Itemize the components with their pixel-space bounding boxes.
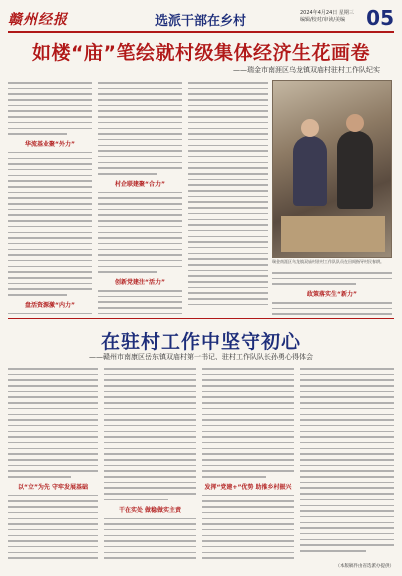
story-divider	[8, 318, 394, 319]
source-note: （本版稿件由省选派办提供）	[335, 564, 394, 569]
story1-column-2	[98, 82, 182, 314]
story1-section-1: 华流基业聚“外力”	[25, 140, 75, 148]
issue-date: 2024年4月24日 星期三	[300, 10, 354, 16]
story2-byline: ——赣州市南康区岳东镇双庙村第一书记、驻村工作队队长孙勇心得体会	[89, 353, 313, 361]
newspaper-logo: 赣州经报	[8, 12, 68, 28]
story2-section-2: 干在实处 做稳做实主责	[118, 506, 182, 514]
story1-headline: 如楼“庙”笔绘就村级集体经济生花画卷	[32, 42, 370, 64]
story1-section-3: 村企联建聚“合力”	[115, 180, 165, 188]
issue-info	[300, 10, 354, 24]
page-number: 05	[366, 6, 394, 30]
story1-section-5: 政策落实生“新力”	[307, 291, 357, 299]
masthead	[8, 7, 394, 33]
story1-column-4	[272, 272, 392, 316]
story1-section-4: 创新党建注“活力”	[115, 279, 165, 286]
story1-section-2: 盘活资源激“内力”	[25, 301, 75, 309]
story2-column-4	[300, 368, 394, 562]
story1-column-3	[188, 82, 268, 314]
story1-column-1	[8, 82, 92, 314]
story2-column-2	[104, 368, 196, 562]
editor-credits: 编辑/校对/审读/美编	[300, 17, 346, 23]
village-photo	[272, 80, 392, 258]
photo-caption: 瑞金南涯区乌龙镇双庙村驻村工作队队员在田间指导村民春耕。	[272, 259, 384, 264]
story2-section-3: 发挥“党建+”优势 助推乡村振兴	[204, 483, 292, 491]
story1-byline: ——瑞金市南涯区乌龙镇双庙村驻村工作队纪实	[233, 66, 380, 74]
story2-column-1	[8, 368, 98, 562]
column-title: 选派干部在乡村	[155, 14, 247, 29]
story2-section-1: 以“立”为先 守牢发展基础	[18, 483, 88, 491]
story2-column-3	[202, 368, 294, 562]
story2-headline: 在驻村工作中坚守初心	[100, 331, 301, 353]
